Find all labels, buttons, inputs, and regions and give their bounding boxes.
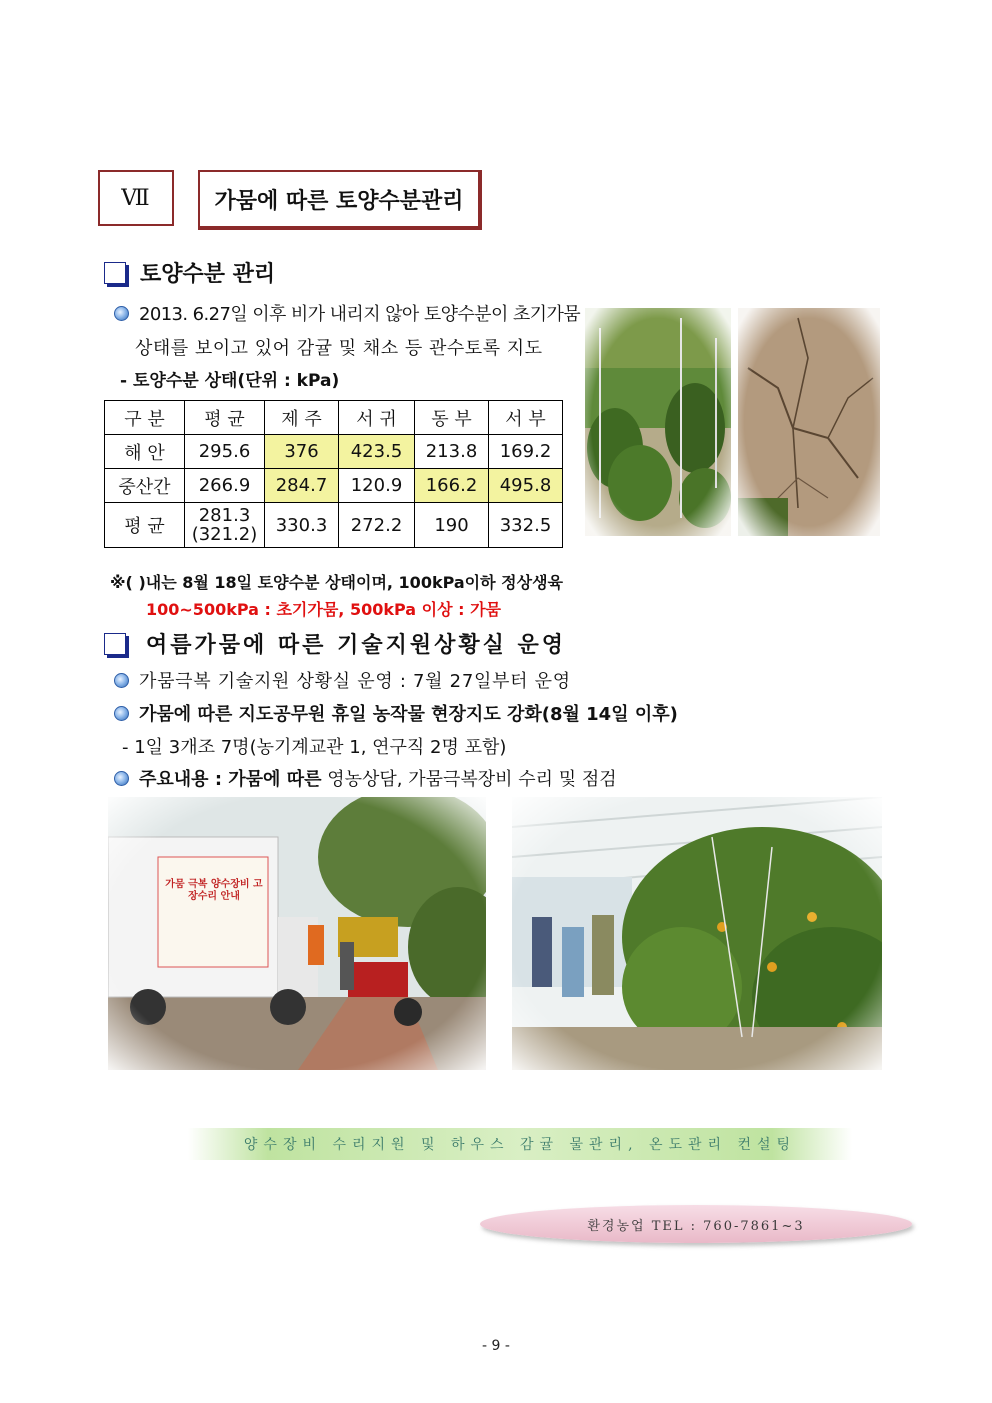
header-cell: 서 부 xyxy=(489,401,563,435)
section2-item2-text: 가뭄에 따른 지도공무원 휴일 농작물 현장지도 강화(8월 14일 이후) xyxy=(139,704,678,725)
consulting-banner xyxy=(188,1128,852,1160)
section1-bullet-line1: 2013. 6.27일 이후 비가 내리지 않아 토양수분이 초기가뭄 xyxy=(139,304,581,325)
table-row xyxy=(105,435,563,469)
contact-text: 환경농업 TEL : 760-7861~3 xyxy=(587,1218,805,1234)
section2-item2 xyxy=(114,700,678,726)
bullet-icon xyxy=(114,771,129,786)
header-cell: 서 귀 xyxy=(339,401,415,435)
cell-jeju: 330.3 xyxy=(265,503,339,548)
citrus-field-photo xyxy=(585,308,731,536)
row-label: 중산간 xyxy=(105,469,185,503)
section2-heading-text: 여름가뭄에 따른 기술지원상황실 운영 xyxy=(146,633,567,658)
header-cell: 평 균 xyxy=(185,401,265,435)
bullet-icon xyxy=(114,306,129,321)
cell-seogwi: 423.5 xyxy=(339,435,415,469)
checkbox-square-icon xyxy=(104,262,126,284)
cell-west: 495.8 xyxy=(489,469,563,503)
table-header-row xyxy=(105,401,563,435)
section1-bullet-line2: 상태를 보이고 있어 감귤 및 채소 등 관수토록 지도 xyxy=(135,338,543,359)
note-line2: 100~500kPa : 초기가뭄, 500kPa 이상 : 가뭄 xyxy=(146,600,502,619)
header-cell: 동 부 xyxy=(415,401,489,435)
table-caption: - 토양수분 상태(단위 : kPa) xyxy=(120,371,340,391)
cell-jeju: 284.7 xyxy=(265,469,339,503)
table-row xyxy=(105,503,563,548)
chapter-title: 가뭄에 따른 토양수분관리 xyxy=(214,188,464,214)
contact-badge xyxy=(480,1205,912,1243)
section2-item3 xyxy=(114,765,617,791)
truck-sign-title: 가뭄 극복 양수장비 고장수리 안내 xyxy=(165,879,263,902)
header-cell: 제 주 xyxy=(265,401,339,435)
row-label: 평 균 xyxy=(105,503,185,548)
chapter-number: Ⅶ xyxy=(121,185,151,211)
cell-west: 332.5 xyxy=(489,503,563,548)
bullet-icon xyxy=(114,673,129,688)
cell-seogwi: 272.2 xyxy=(339,503,415,548)
section2-heading xyxy=(104,628,566,659)
cell-avg: 295.6 xyxy=(185,435,265,469)
bullet-icon xyxy=(114,706,129,721)
cell-avg-value: 281.3 xyxy=(198,505,251,526)
cell-jeju: 376 xyxy=(265,435,339,469)
section1-heading-text: 토양수분 관리 xyxy=(140,262,276,287)
section2-item3-rest: 영농상담, 가뭄극복장비 수리 및 점검 xyxy=(321,769,617,790)
cell-avg-note: (321.2) xyxy=(191,524,258,545)
section1-heading xyxy=(104,257,275,288)
banner-text: 양수장비 수리지원 및 하우스 감귤 물관리, 온도관리 컨설팅 xyxy=(243,1137,797,1153)
header-cell: 구 분 xyxy=(105,401,185,435)
section2-item3-bold: 주요내용 : 가뭄에 따른 xyxy=(139,769,322,790)
section1-bullet xyxy=(114,300,580,326)
chapter-number-box xyxy=(98,170,174,226)
section2-item2-sub: - 1일 3개조 7명(농기계교관 1, 연구직 2명 포함) xyxy=(122,737,507,758)
greenhouse-photo xyxy=(512,797,882,1070)
soil-moisture-table xyxy=(104,400,563,548)
section2-item1 xyxy=(114,667,571,693)
cell-east: 190 xyxy=(415,503,489,548)
table-row xyxy=(105,469,563,503)
section2-item1-text: 가뭄극복 기술지원 상황실 운영 : 7월 27일부터 운영 xyxy=(139,671,571,692)
cracked-soil-photo xyxy=(738,308,880,536)
cell-east: 166.2 xyxy=(415,469,489,503)
cell-avg xyxy=(185,503,265,548)
cell-east: 213.8 xyxy=(415,435,489,469)
note-line1: ※( )내는 8월 18일 토양수분 상태이며, 100kPa이하 정상생육 xyxy=(110,573,563,592)
chapter-title-box xyxy=(198,170,482,230)
cell-avg: 266.9 xyxy=(185,469,265,503)
cell-west: 169.2 xyxy=(489,435,563,469)
checkbox-square-icon xyxy=(104,633,126,655)
page-number: - 9 - xyxy=(482,1338,510,1354)
support-truck-photo xyxy=(108,797,486,1070)
row-label: 해 안 xyxy=(105,435,185,469)
cell-seogwi: 120.9 xyxy=(339,469,415,503)
